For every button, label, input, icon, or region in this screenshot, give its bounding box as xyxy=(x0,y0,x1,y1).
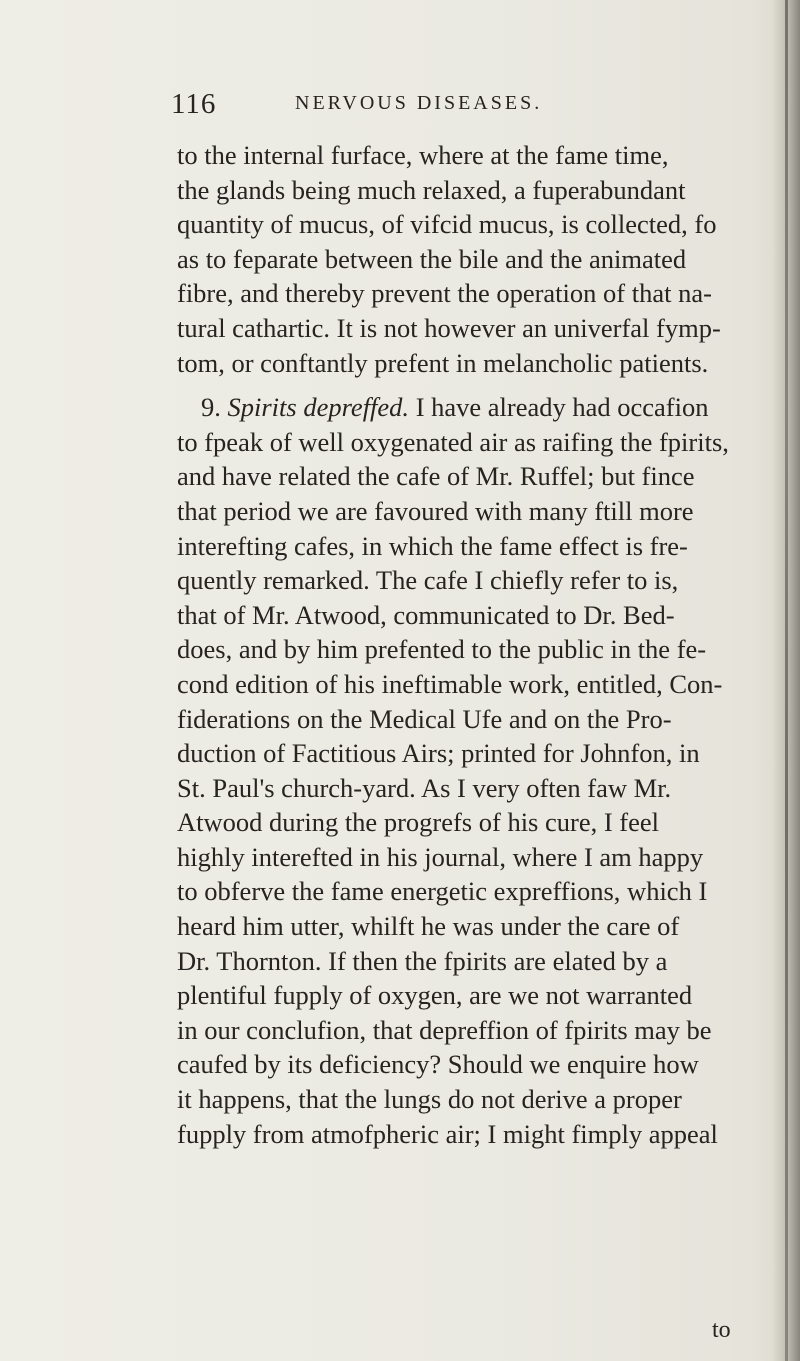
text-line: quantity of mucus, of vifcid mucus, is collected, fo xyxy=(177,209,717,240)
text-line: does, and by him prefented to the public in the fe- xyxy=(177,634,707,665)
text-line: in our conclufion, that depreffion of fpirits may be xyxy=(177,1014,712,1045)
text-line: to the internal furface, where at the fame time, xyxy=(177,140,669,170)
running-title: NERVOUS DISEASES. xyxy=(295,92,543,114)
page-number: 116 xyxy=(171,88,217,120)
running-head xyxy=(171,86,771,126)
section-heading-line xyxy=(177,390,777,425)
text-line: cond edition of his ineftimable work, entitled, Con- xyxy=(177,668,723,699)
text-line: plentiful fupply of oxygen, are we not warranted xyxy=(177,980,693,1011)
text-line: Atwood during the progrefs of his cure, I feel xyxy=(177,807,660,838)
text-line: fiderations on the Medical Ufe and on the Pro- xyxy=(177,703,672,734)
text-line: heard him utter, whilft he was under the care of xyxy=(177,911,680,942)
text-line: to fpeak of well oxygenated air as raifing the fpirits, xyxy=(177,426,729,457)
text-line: fupply from atmofpheric air; I might fimply appeal xyxy=(177,1118,718,1149)
section-number: 9. xyxy=(201,392,221,423)
text-line: Dr. Thornton. If then the fpirits are elated by a xyxy=(177,945,668,976)
text-line: as to feparate between the bile and the animated xyxy=(177,243,687,274)
text-line: interefting cafes, in which the fame effect is fre- xyxy=(177,530,688,561)
text-line: quently remarked. The cafe I chiefly refer to is, xyxy=(177,565,679,596)
text-line: to obferve the fame energetic expreffions, which I xyxy=(177,876,708,907)
text-line: and have related the cafe of Mr. Ruffel; but fince xyxy=(177,461,695,492)
section-heading: Spirits depreffed. xyxy=(227,392,410,423)
catchword: to xyxy=(712,1317,731,1343)
text-line: that period we are favoured with many ftill more xyxy=(177,495,694,526)
text-line: tural cathartic. It is not however an univerfal fymp- xyxy=(177,312,721,343)
body-text xyxy=(177,138,777,1151)
section-text: I have already had occafion xyxy=(415,392,709,423)
text-line: fibre, and thereby prevent the operation of that na- xyxy=(177,278,712,309)
text-line: it happens, that the lungs do not derive a proper xyxy=(177,1084,682,1115)
text-line: St. Paul's church-yard. As I very often faw Mr. xyxy=(177,772,672,803)
text-line: tom, or conftantly prefent in melancholic patients. xyxy=(177,347,709,378)
binding-edge xyxy=(785,0,788,1361)
text-line: highly interefted in his journal, where I am happy xyxy=(177,841,704,872)
text-line: caufed by its deficiency? Should we enquire how xyxy=(177,1049,699,1080)
text-line: duction of Factitious Airs; printed for Johnfon, in xyxy=(177,738,700,769)
text-line: that of Mr. Atwood, communicated to Dr. Bed- xyxy=(177,599,675,630)
text-line: the glands being much relaxed, a fuperabundant xyxy=(177,174,686,205)
